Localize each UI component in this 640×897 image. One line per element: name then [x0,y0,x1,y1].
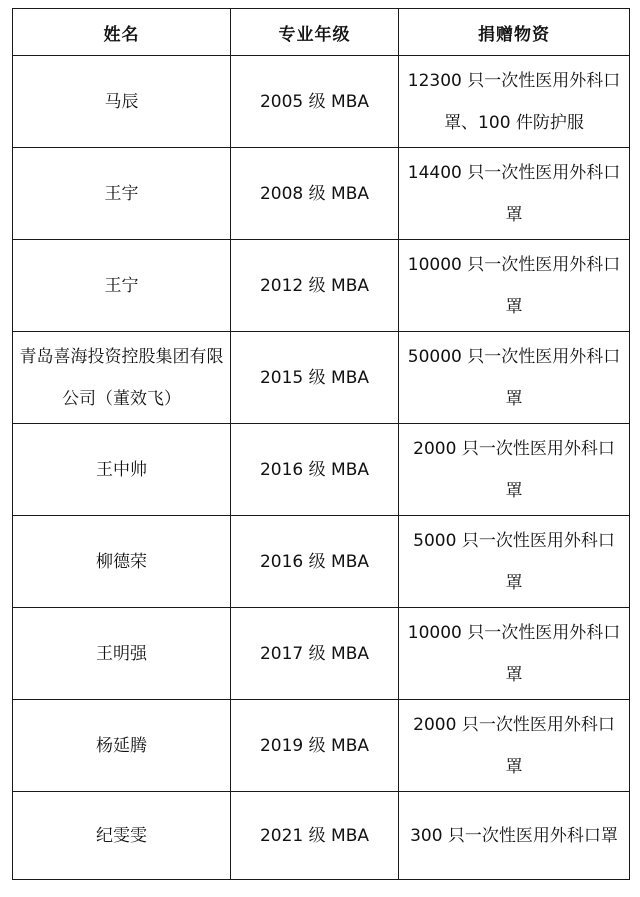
donation-cell [399,608,630,700]
donor-class: 2005 级 MBA [259,91,370,112]
donor-name: 王中帅 [96,459,147,480]
donation-cell [399,240,630,332]
donor-class: 2016 级 MBA [259,459,370,480]
donation-items: 12300 只一次性医用外科口罩、100 件防护服 [407,70,621,133]
donor-class: 2019 级 MBA [259,735,370,756]
donor-class-cell [231,608,399,700]
table-row [13,792,630,880]
header-class: 专业年级 [231,9,399,56]
donor-class: 2017 级 MBA [259,643,370,664]
donor-name: 王宇 [104,183,139,204]
donor-class: 2021 级 MBA [259,825,370,846]
table-row [13,148,630,240]
table-row [13,608,630,700]
donor-class-cell [231,148,399,240]
table-row [13,332,630,424]
donor-class: 2015 级 MBA [259,367,370,388]
donor-name-cell [13,424,231,516]
donor-name: 青岛喜海投资控股集团有限公司（董效飞） [19,346,224,409]
donation-cell [399,516,630,608]
donor-class-cell [231,792,399,880]
donation-items: 2000 只一次性医用外科口罩 [413,438,615,501]
donor-name: 王明强 [96,643,147,664]
donation-items: 10000 只一次性医用外科口罩 [407,622,621,685]
table-row [13,424,630,516]
donation-cell [399,700,630,792]
donor-class-cell [231,56,399,148]
donation-items: 10000 只一次性医用外科口罩 [407,254,621,317]
donation-items: 14400 只一次性医用外科口罩 [407,162,621,225]
donor-class-cell [231,424,399,516]
donation-cell [399,56,630,148]
donor-name: 纪雯雯 [96,825,147,846]
donor-class: 2016 级 MBA [259,551,370,572]
donor-name: 王宁 [104,275,139,296]
donor-name-cell [13,516,231,608]
donation-cell [399,148,630,240]
table-row [13,700,630,792]
donor-name-cell [13,148,231,240]
table-header-row [13,9,630,56]
donor-class: 2012 级 MBA [259,275,370,296]
donation-items: 5000 只一次性医用外科口罩 [413,530,615,593]
donor-class-cell [231,700,399,792]
table-row [13,516,630,608]
donor-name: 杨延腾 [96,735,147,756]
table-row [13,56,630,148]
donor-name: 马辰 [104,91,139,112]
donation-items: 300 只一次性医用外科口罩 [410,825,618,846]
donor-class-cell [231,240,399,332]
header-donation: 捐赠物资 [399,9,630,56]
donation-items: 50000 只一次性医用外科口罩 [407,346,621,409]
donor-class-cell [231,516,399,608]
donor-name: 柳德荣 [96,551,147,572]
donation-cell [399,424,630,516]
donor-name-cell [13,700,231,792]
donation-cell [399,792,630,880]
donor-name-cell [13,792,231,880]
donation-table [12,8,630,880]
table-row [13,240,630,332]
donor-name-cell [13,608,231,700]
donor-name-cell [13,332,231,424]
header-name: 姓名 [13,9,231,56]
donor-name-cell [13,240,231,332]
donor-name-cell [13,56,231,148]
donation-cell [399,332,630,424]
donation-items: 2000 只一次性医用外科口罩 [413,714,615,777]
donor-class-cell [231,332,399,424]
donor-class: 2008 级 MBA [259,183,370,204]
